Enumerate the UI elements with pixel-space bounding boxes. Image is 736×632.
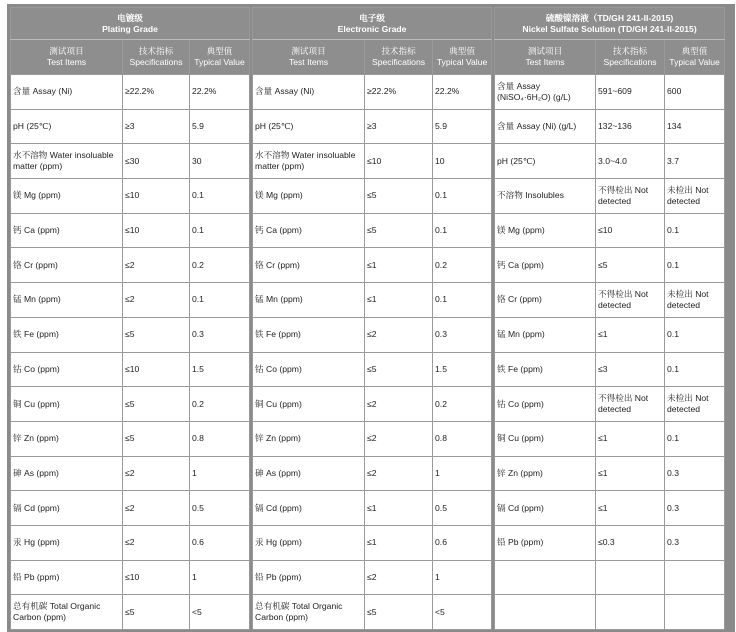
table-cell: pH (25℃) bbox=[495, 144, 596, 179]
table-row bbox=[495, 560, 725, 595]
table-cell: 不得检出 Not detected bbox=[596, 387, 665, 422]
table-row bbox=[495, 595, 725, 630]
table-cell: 铜 Cu (ppm) bbox=[253, 387, 365, 422]
table-cell: ≤2 bbox=[365, 456, 433, 491]
table-cell: 0.1 bbox=[665, 352, 725, 387]
column-header-item: 测试项目 Test Items bbox=[253, 40, 365, 75]
table-cell: 含量 Assay (Ni) (g/L) bbox=[495, 109, 596, 144]
table-row bbox=[495, 352, 725, 387]
table-row bbox=[11, 109, 250, 144]
grade-title: 电镀级 bbox=[117, 12, 143, 23]
table-cell: 铅 Pb (ppm) bbox=[495, 525, 596, 560]
table-cell: ≤5 bbox=[123, 595, 190, 630]
table-cell: ≤10 bbox=[123, 213, 190, 248]
table-cell: <5 bbox=[190, 595, 250, 630]
table-row bbox=[253, 387, 492, 422]
table-cell: 铁 Fe (ppm) bbox=[495, 352, 596, 387]
table-cell: 591~609 bbox=[596, 75, 665, 110]
grade-table bbox=[10, 7, 250, 630]
table-row bbox=[11, 387, 250, 422]
table-cell: 0.2 bbox=[433, 248, 492, 283]
table-cell: 5.9 bbox=[190, 109, 250, 144]
grade-header bbox=[495, 8, 725, 40]
table-cell: 0.1 bbox=[433, 213, 492, 248]
column-header-typ: 典型值 Typical Value bbox=[190, 40, 250, 75]
table-cell: 铜 Cu (ppm) bbox=[11, 387, 123, 422]
table-row bbox=[253, 525, 492, 560]
grade-header bbox=[11, 8, 250, 40]
table-row bbox=[253, 560, 492, 595]
column-header-typ: 典型值 Typical Value bbox=[665, 40, 725, 75]
table-cell: 1 bbox=[433, 456, 492, 491]
table-row bbox=[253, 75, 492, 110]
table-cell: 铅 Pb (ppm) bbox=[11, 560, 123, 595]
table-row bbox=[253, 491, 492, 526]
grade-table bbox=[494, 7, 725, 630]
table-row bbox=[253, 421, 492, 456]
table-cell: ≤2 bbox=[123, 283, 190, 318]
table-row bbox=[495, 283, 725, 318]
table-cell: 镉 Cd (ppm) bbox=[495, 491, 596, 526]
table-cell bbox=[665, 560, 725, 595]
table-cell: <5 bbox=[433, 595, 492, 630]
table-cell: 不得检出 Not detected bbox=[596, 179, 665, 214]
table-cell: 0.1 bbox=[190, 283, 250, 318]
grade-subtitle: Nickel Sulfate Solution (TD/GH 241-II-2015) bbox=[522, 23, 697, 34]
table-cell: 0.1 bbox=[665, 317, 725, 352]
table-row bbox=[11, 352, 250, 387]
column-header-item: 测试项目 Test Items bbox=[495, 40, 596, 75]
table-cell: ≤5 bbox=[365, 179, 433, 214]
table-cell: 0.6 bbox=[190, 525, 250, 560]
table-row bbox=[11, 144, 250, 179]
table-cell: ≤10 bbox=[123, 179, 190, 214]
table-row bbox=[11, 317, 250, 352]
table-cell: 10 bbox=[433, 144, 492, 179]
table-cell: ≤0.3 bbox=[596, 525, 665, 560]
table-cell: ≤1 bbox=[365, 525, 433, 560]
table-cell: 钙 Ca (ppm) bbox=[495, 248, 596, 283]
table-cell: 不溶物 Insolubles bbox=[495, 179, 596, 214]
table-cell: 镁 Mg (ppm) bbox=[253, 179, 365, 214]
table-row bbox=[495, 387, 725, 422]
table-row bbox=[495, 213, 725, 248]
table-cell: ≤1 bbox=[596, 456, 665, 491]
table-cell: 钙 Ca (ppm) bbox=[11, 213, 123, 248]
table-cell: 0.3 bbox=[190, 317, 250, 352]
table-cell: 铁 Fe (ppm) bbox=[253, 317, 365, 352]
table-cell bbox=[495, 560, 596, 595]
table-cell: ≤2 bbox=[365, 317, 433, 352]
table-cell bbox=[596, 595, 665, 630]
table-cell: 0.1 bbox=[190, 179, 250, 214]
table-cell: ≥22.2% bbox=[123, 75, 190, 110]
grade-subtitle: Electronic Grade bbox=[337, 23, 407, 34]
column-header-spec: 技术指标 Specifications bbox=[596, 40, 665, 75]
table-cell: ≤1 bbox=[596, 491, 665, 526]
table-cell bbox=[596, 560, 665, 595]
table-cell: 0.2 bbox=[190, 387, 250, 422]
table-cell: 0.2 bbox=[433, 387, 492, 422]
table-cell: 600 bbox=[665, 75, 725, 110]
table-cell: ≤10 bbox=[123, 560, 190, 595]
table-cell: 钴 Co (ppm) bbox=[253, 352, 365, 387]
table-cell: 铅 Pb (ppm) bbox=[253, 560, 365, 595]
table-cell: ≤2 bbox=[365, 421, 433, 456]
table-cell: ≤10 bbox=[365, 144, 433, 179]
table-cell: ≤3 bbox=[596, 352, 665, 387]
table-row bbox=[11, 283, 250, 318]
table-cell: 5.9 bbox=[433, 109, 492, 144]
table-cell: 0.1 bbox=[433, 179, 492, 214]
table-row bbox=[11, 421, 250, 456]
specification-table bbox=[7, 4, 735, 632]
table-cell: 钴 Co (ppm) bbox=[495, 387, 596, 422]
table-cell: ≤2 bbox=[123, 525, 190, 560]
table-cell: ≥3 bbox=[365, 109, 433, 144]
table-row bbox=[495, 75, 725, 110]
table-cell: 0.1 bbox=[665, 213, 725, 248]
table-row bbox=[253, 317, 492, 352]
table-cell: ≤2 bbox=[123, 248, 190, 283]
table-cell: 钴 Co (ppm) bbox=[11, 352, 123, 387]
table-cell: ≤1 bbox=[365, 283, 433, 318]
table-cell: ≤10 bbox=[123, 352, 190, 387]
table-cell: 镁 Mg (ppm) bbox=[11, 179, 123, 214]
table-cell: ≤5 bbox=[123, 387, 190, 422]
table-cell: ≥3 bbox=[123, 109, 190, 144]
table-cell: ≤5 bbox=[123, 421, 190, 456]
table-row bbox=[495, 109, 725, 144]
table-row bbox=[253, 595, 492, 630]
table-cell: ≤2 bbox=[123, 456, 190, 491]
table-cell: ≤2 bbox=[365, 560, 433, 595]
grade-header bbox=[253, 8, 492, 40]
table-cell: 0.8 bbox=[433, 421, 492, 456]
table-row bbox=[11, 248, 250, 283]
grade-title: 硫酸镍溶液（TD/GH 241-II-2015) bbox=[545, 12, 674, 23]
table-cell: 22.2% bbox=[190, 75, 250, 110]
table-cell: 1 bbox=[433, 560, 492, 595]
table-cell: 砷 As (ppm) bbox=[253, 456, 365, 491]
table-row bbox=[495, 317, 725, 352]
table-cell: 总有机碳 Total Organic Carbon (ppm) bbox=[253, 595, 365, 630]
table-cell: 134 bbox=[665, 109, 725, 144]
table-cell: 含量 Assay (NiSO₄·6H₂O) (g/L) bbox=[495, 75, 596, 110]
table-cell: 镁 Mg (ppm) bbox=[495, 213, 596, 248]
table-cell: 0.3 bbox=[665, 456, 725, 491]
table-cell: 钙 Ca (ppm) bbox=[253, 213, 365, 248]
table-cell: 镉 Cd (ppm) bbox=[11, 491, 123, 526]
table-cell: 锰 Mn (ppm) bbox=[253, 283, 365, 318]
table-cell: 0.3 bbox=[433, 317, 492, 352]
table-row bbox=[253, 213, 492, 248]
table-cell: ≤30 bbox=[123, 144, 190, 179]
table-cell: 铬 Cr (ppm) bbox=[253, 248, 365, 283]
table-row bbox=[11, 595, 250, 630]
table-cell: ≤1 bbox=[365, 248, 433, 283]
column-header-item: 测试项目 Test Items bbox=[11, 40, 123, 75]
table-row bbox=[495, 491, 725, 526]
table-row bbox=[11, 179, 250, 214]
table-cell: 水不溶物 Water insoluable matter (ppm) bbox=[253, 144, 365, 179]
table-cell: 0.3 bbox=[665, 525, 725, 560]
table-cell: 锌 Zn (ppm) bbox=[495, 456, 596, 491]
column-header-spec: 技术指标 Specifications bbox=[365, 40, 433, 75]
table-cell: ≤5 bbox=[365, 352, 433, 387]
table-cell: 1 bbox=[190, 456, 250, 491]
table-cell: ≤1 bbox=[596, 317, 665, 352]
table-cell: 锰 Mn (ppm) bbox=[495, 317, 596, 352]
table-cell: ≤2 bbox=[365, 387, 433, 422]
table-cell: 汞 Hg (ppm) bbox=[253, 525, 365, 560]
table-cell: 不得检出 Not detected bbox=[596, 283, 665, 318]
table-cell: 锰 Mn (ppm) bbox=[11, 283, 123, 318]
table-cell: 含量 Assay (Ni) bbox=[253, 75, 365, 110]
table-cell: 汞 Hg (ppm) bbox=[11, 525, 123, 560]
table-cell: 0.1 bbox=[665, 421, 725, 456]
table-row bbox=[11, 491, 250, 526]
table-row bbox=[253, 248, 492, 283]
table-row bbox=[495, 421, 725, 456]
table-cell: ≤5 bbox=[596, 248, 665, 283]
table-cell: 22.2% bbox=[433, 75, 492, 110]
table-cell: ≤5 bbox=[365, 595, 433, 630]
table-row bbox=[253, 144, 492, 179]
table-cell: 0.5 bbox=[433, 491, 492, 526]
table-cell: 0.6 bbox=[433, 525, 492, 560]
table-cell: ≤5 bbox=[123, 317, 190, 352]
table-cell: 总有机碳 Total Organic Carbon (ppm) bbox=[11, 595, 123, 630]
table-cell: ≥22.2% bbox=[365, 75, 433, 110]
table-cell: 砷 As (ppm) bbox=[11, 456, 123, 491]
table-row bbox=[11, 560, 250, 595]
column-header-spec: 技术指标 Specifications bbox=[123, 40, 190, 75]
table-cell: 铁 Fe (ppm) bbox=[11, 317, 123, 352]
table-cell: 0.5 bbox=[190, 491, 250, 526]
table-cell: 铬 Cr (ppm) bbox=[11, 248, 123, 283]
table-row bbox=[495, 144, 725, 179]
table-cell: 水不溶物 Water insoluable matter (ppm) bbox=[11, 144, 123, 179]
table-cell: pH (25℃) bbox=[11, 109, 123, 144]
table-row bbox=[11, 75, 250, 110]
table-cell: 0.3 bbox=[665, 491, 725, 526]
table-cell: 1.5 bbox=[190, 352, 250, 387]
table-row bbox=[495, 525, 725, 560]
table-cell: 锌 Zn (ppm) bbox=[11, 421, 123, 456]
table-row bbox=[253, 456, 492, 491]
table-row bbox=[495, 179, 725, 214]
table-cell: 未检出 Not detected bbox=[665, 387, 725, 422]
table-row bbox=[253, 283, 492, 318]
table-cell: 132~136 bbox=[596, 109, 665, 144]
table-cell: 未检出 Not detected bbox=[665, 179, 725, 214]
table-cell: 0.1 bbox=[190, 213, 250, 248]
table-row bbox=[11, 525, 250, 560]
table-cell: 铬 Cr (ppm) bbox=[495, 283, 596, 318]
table-cell: 0.1 bbox=[665, 248, 725, 283]
table-cell: 30 bbox=[190, 144, 250, 179]
table-row bbox=[495, 456, 725, 491]
table-row bbox=[253, 109, 492, 144]
table-row bbox=[253, 352, 492, 387]
table-row bbox=[11, 456, 250, 491]
grade-title: 电子级 bbox=[359, 12, 385, 23]
table-cell: 0.1 bbox=[433, 283, 492, 318]
table-row bbox=[11, 213, 250, 248]
table-cell: 0.2 bbox=[190, 248, 250, 283]
table-cell: 3.7 bbox=[665, 144, 725, 179]
table-cell: 3.0~4.0 bbox=[596, 144, 665, 179]
table-cell: 1.5 bbox=[433, 352, 492, 387]
table-cell: 镉 Cd (ppm) bbox=[253, 491, 365, 526]
table-cell: 锌 Zn (ppm) bbox=[253, 421, 365, 456]
grade-table bbox=[252, 7, 492, 630]
table-cell: ≤2 bbox=[123, 491, 190, 526]
table-cell bbox=[665, 595, 725, 630]
table-cell: ≤5 bbox=[365, 213, 433, 248]
table-cell: ≤1 bbox=[365, 491, 433, 526]
table-cell: pH (25℃) bbox=[253, 109, 365, 144]
table-cell: ≤1 bbox=[596, 421, 665, 456]
column-header-typ: 典型值 Typical Value bbox=[433, 40, 492, 75]
table-cell: ≤10 bbox=[596, 213, 665, 248]
table-cell bbox=[495, 595, 596, 630]
table-cell: 铜 Cu (ppm) bbox=[495, 421, 596, 456]
table-cell: 1 bbox=[190, 560, 250, 595]
table-row bbox=[253, 179, 492, 214]
table-cell: 0.8 bbox=[190, 421, 250, 456]
table-cell: 未检出 Not detected bbox=[665, 283, 725, 318]
table-row bbox=[495, 248, 725, 283]
grade-subtitle: Plating Grade bbox=[102, 23, 158, 34]
table-cell: 含量 Assay (Ni) bbox=[11, 75, 123, 110]
